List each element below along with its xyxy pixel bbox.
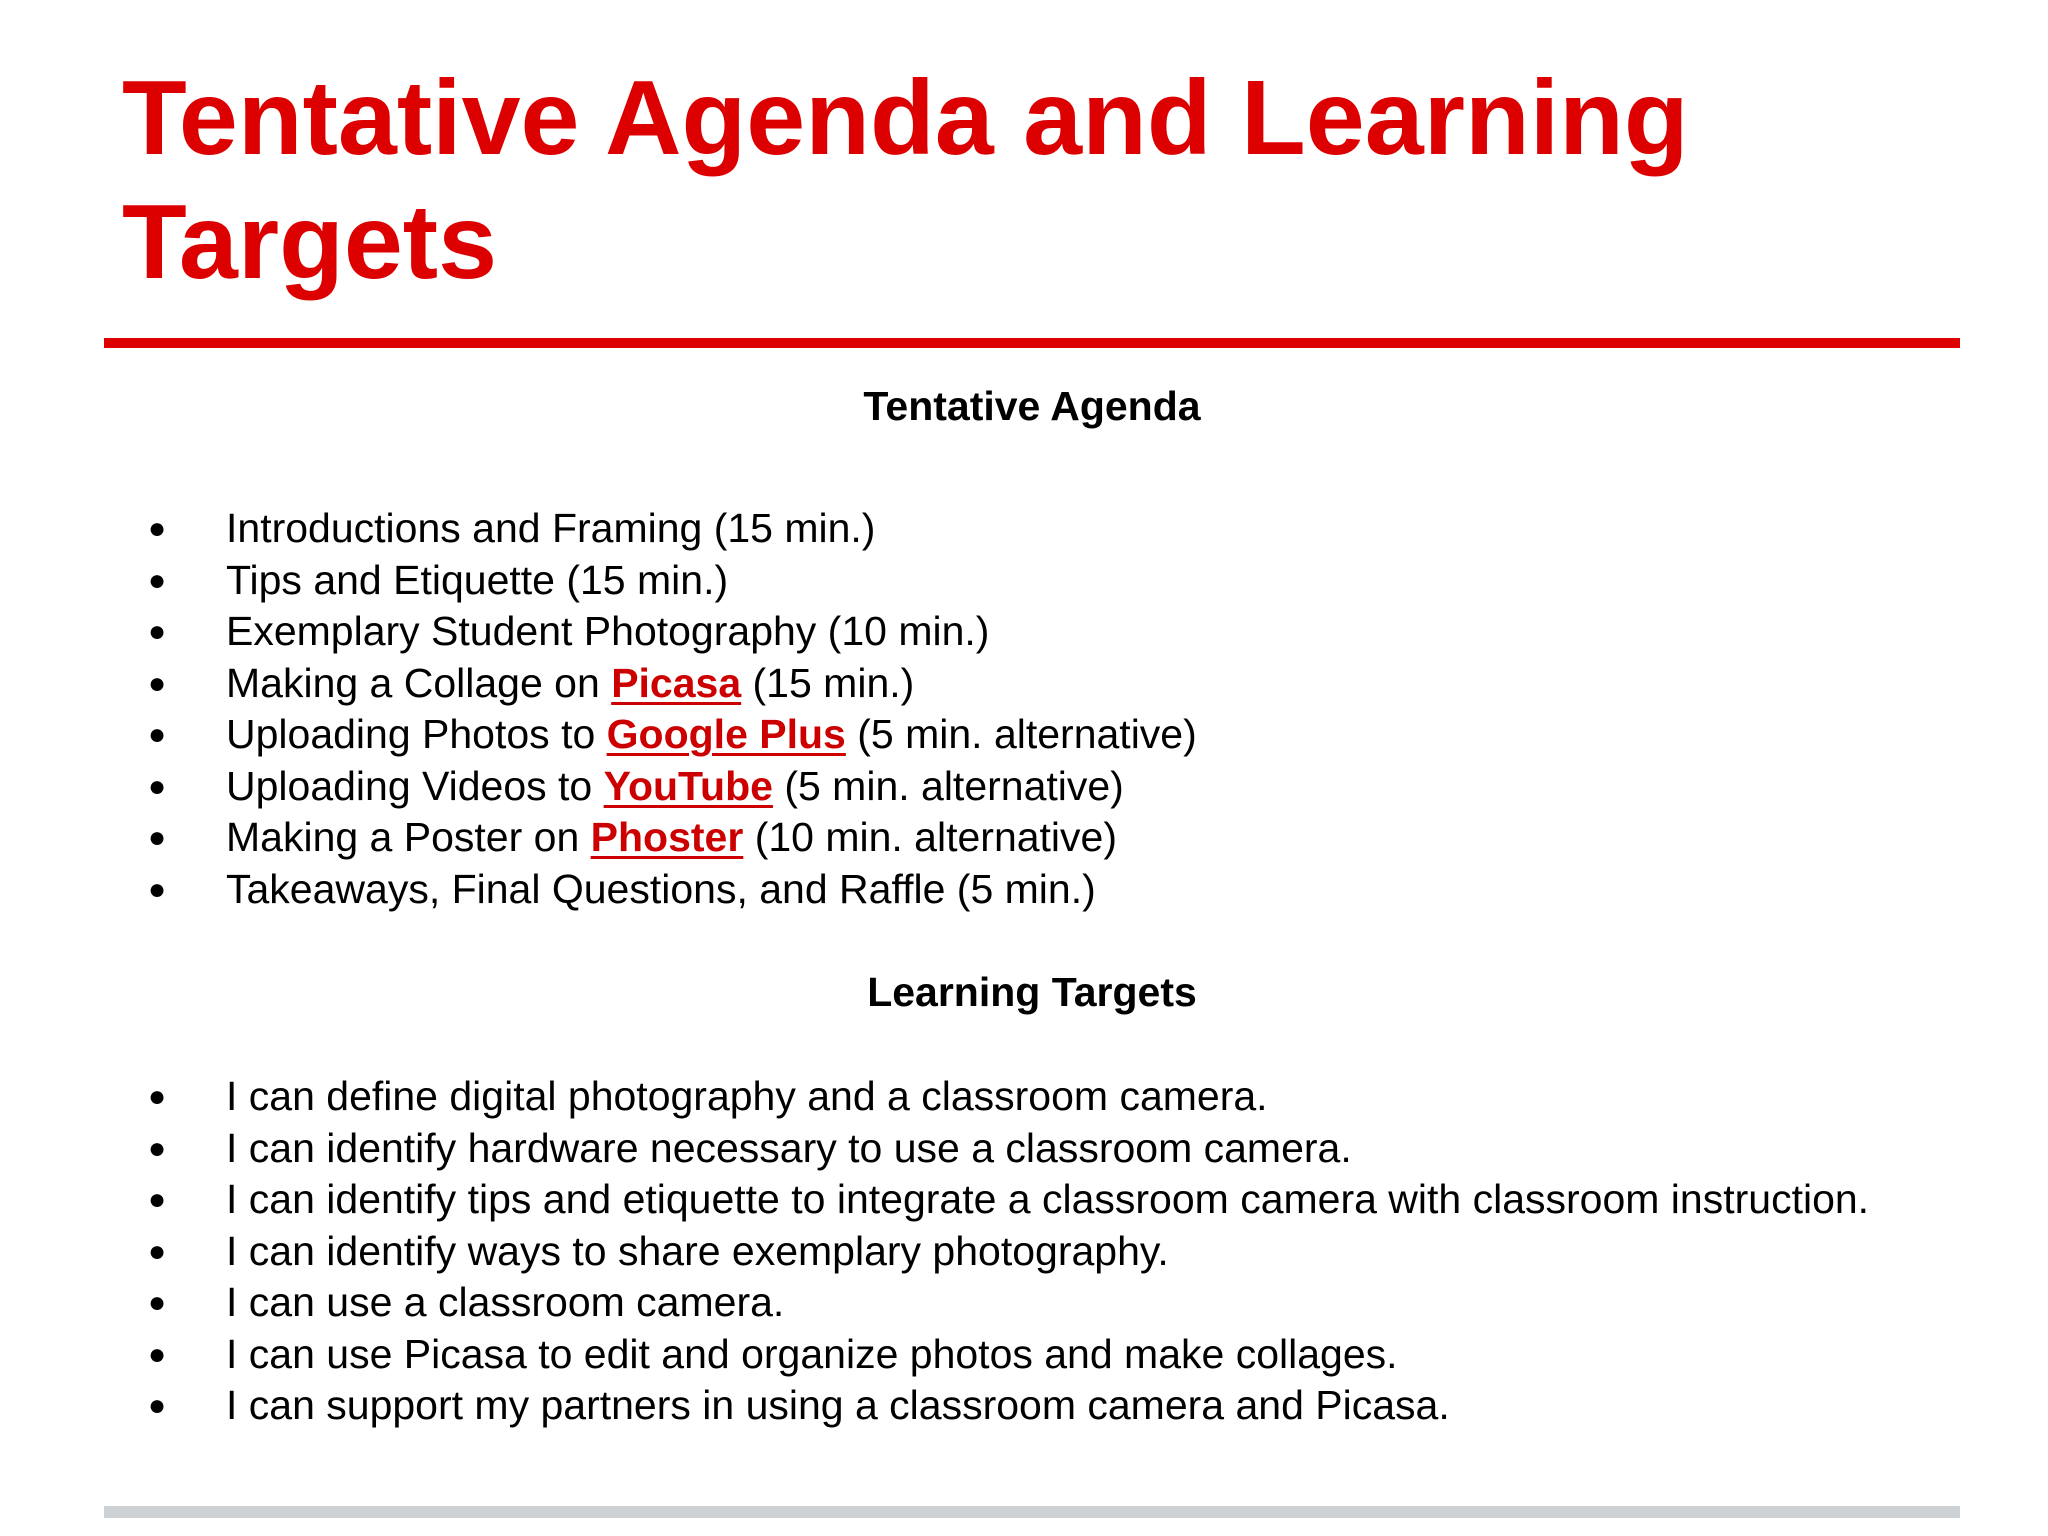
title-divider [104,338,1960,348]
learning-target-text: I can identify tips and etiquette to integrate a classroom camera with classroom instruction. [226,1176,1870,1222]
learning-target-item [148,1277,1928,1329]
bullet-icon: ● [148,769,167,803]
page-title: Tentative Agenda and Learning Targets [122,59,1689,301]
learning-targets-list [148,1071,1928,1432]
agenda-item-text: Making a Poster on [226,814,591,860]
agenda-item-duration: (10 min. alternative) [743,814,1118,860]
learning-target-item [148,1380,1928,1432]
agenda-item-text: Introductions and Framing (15 min.) [226,505,876,551]
bullet-icon: ● [148,1183,167,1216]
bullet-icon: ● [148,1286,167,1319]
agenda-item-text: Tips and Etiquette (15 min.) [226,556,729,603]
bullet-icon: ● [148,1389,167,1422]
google-plus-link[interactable]: Google Plus [606,711,846,757]
agenda-item [148,606,1928,658]
bottom-divider [104,1506,1960,1518]
phoster-link[interactable]: Phoster [590,814,744,860]
agenda-item [148,864,1928,916]
learning-targets-heading: Learning Targets [867,969,1197,1015]
learning-target-item [148,1071,1928,1123]
agenda-item-duration: (5 min. alternative) [772,762,1124,809]
youtube-link[interactable]: YouTube [603,762,773,809]
agenda-item-text: Exemplary Student Photography (10 min.) [226,608,990,654]
bullet-icon: ● [148,718,167,751]
agenda-item-duration: (5 min. alternative) [845,711,1197,757]
bullet-icon: ● [148,1080,167,1113]
agenda-item-text: Takeaways, Final Questions, and Raffle (5 min.) [226,865,1096,912]
learning-target-item [148,1329,1928,1381]
agenda-item-text: Making a Collage on [226,659,612,706]
agenda-item [148,709,1928,761]
agenda-item [148,503,1928,555]
bullet-icon: ● [148,1131,167,1165]
agenda-item-text: Uploading Photos to [226,711,607,757]
bullet-icon: ● [148,1337,167,1371]
learning-target-text: I can define digital photography and a classroom camera. [226,1073,1268,1119]
learning-target-item [148,1123,1928,1175]
agenda-item-text: Uploading Videos to [226,762,604,809]
bullet-icon: ● [148,512,167,545]
bullet-icon: ● [148,563,167,597]
agenda-item [148,812,1928,864]
learning-target-text: I can use a classroom camera. [226,1279,785,1325]
learning-target-item [148,1226,1928,1278]
learning-target-text: I can identify hardware necessary to use a classroom camera. [226,1124,1352,1171]
learning-target-item [148,1174,1928,1226]
bullet-icon: ● [148,872,167,906]
bullet-icon: ● [148,821,167,854]
agenda-item-duration: (15 min.) [741,659,915,706]
learning-target-text: I can support my partners in using a classroom camera and Picasa. [226,1382,1450,1428]
agenda-heading: Tentative Agenda [863,383,1201,429]
bullet-icon: ● [148,666,167,700]
agenda-list [148,503,1928,915]
bullet-icon: ● [148,615,167,648]
bullet-icon: ● [148,1234,167,1268]
learning-target-text: I can use Picasa to edit and organize photos and make collages. [226,1330,1398,1377]
agenda-item [148,555,1928,607]
agenda-item [148,761,1928,813]
agenda-item [148,658,1928,710]
learning-target-text: I can identify ways to share exemplary photography. [226,1227,1169,1274]
picasa-link[interactable]: Picasa [611,659,742,706]
